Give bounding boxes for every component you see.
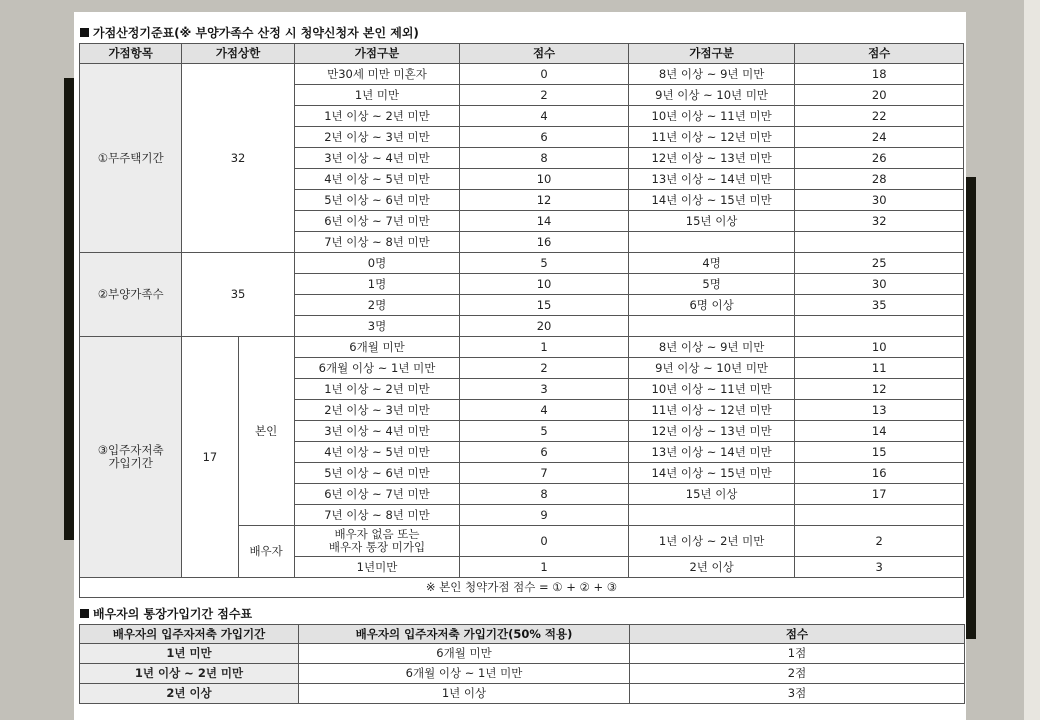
cell: [628, 232, 795, 253]
table-row: [80, 644, 965, 664]
cell: 8년 이상 ~ 9년 미만: [628, 64, 795, 85]
cell: 0명: [294, 253, 460, 274]
cell: 만30세 미만 미혼자: [294, 64, 460, 85]
savings-period-max: 17: [182, 337, 238, 578]
cell: [294, 526, 460, 557]
cell: 12년 이상 ~ 13년 미만: [628, 421, 795, 442]
header-category: 가점구분: [294, 44, 460, 64]
cell: 13년 이상 ~ 14년 미만: [628, 442, 795, 463]
cell: 20: [795, 85, 964, 106]
cell: 14: [460, 211, 629, 232]
cell: [795, 232, 964, 253]
cell: 8: [460, 484, 629, 505]
cell: 12: [460, 190, 629, 211]
cell: 12: [795, 379, 964, 400]
cell: 30: [795, 190, 964, 211]
savings-label-line1: ③입주자저축: [97, 443, 164, 457]
cell: 2년 이상: [628, 557, 795, 578]
savings-period-label: [80, 337, 182, 578]
table-note-row: [80, 578, 964, 598]
cell: 12년 이상 ~ 13년 미만: [628, 148, 795, 169]
cell: 22: [795, 106, 964, 127]
cell: 32: [795, 211, 964, 232]
cell: 25: [795, 253, 964, 274]
cell: 15년 이상: [628, 484, 795, 505]
cell: 5년 이상 ~ 6년 미만: [294, 190, 460, 211]
cell: 6개월 미만: [294, 337, 460, 358]
table-row: [80, 64, 964, 85]
cell: 26: [795, 148, 964, 169]
cell: 16: [460, 232, 629, 253]
cell: 6명 이상: [628, 295, 795, 316]
dependents-max: 35: [182, 253, 294, 337]
cell: [795, 505, 964, 526]
cell: 4: [460, 400, 629, 421]
cell: 7: [460, 463, 629, 484]
cell: 6: [460, 127, 629, 148]
header-max: 가점상한: [182, 44, 294, 64]
cell: 10: [460, 169, 629, 190]
square-bullet-icon: [80, 28, 89, 37]
cell: 1년 미만: [80, 644, 299, 664]
cell: 6개월 이상 ~ 1년 미만: [299, 664, 630, 684]
cell: 17: [795, 484, 964, 505]
table-row: [80, 253, 964, 274]
cell: 2점: [630, 664, 965, 684]
cell-line: 배우자 없음 또는: [334, 527, 420, 541]
cell: 15: [460, 295, 629, 316]
spouse-score-title: 배우자의 통장가입기간 점수표: [93, 607, 253, 621]
header-spouse-period-50: 배우자의 입주자저축 가입기간(50% 적용): [299, 625, 630, 644]
cell: 9년 이상 ~ 10년 미만: [628, 358, 795, 379]
spouse-score-table: [79, 624, 965, 704]
cell: 4년 이상 ~ 5년 미만: [294, 169, 460, 190]
cell: 10년 이상 ~ 11년 미만: [628, 379, 795, 400]
cell: 14년 이상 ~ 15년 미만: [628, 463, 795, 484]
cell: 1: [460, 557, 629, 578]
spouse-label: 배우자: [238, 526, 294, 578]
total-score-note: ※ 본인 청약가점 점수 = ① + ② + ③: [80, 578, 964, 598]
header-score-2: 점수: [795, 44, 964, 64]
cell: 1년 미만: [294, 85, 460, 106]
cell: [795, 316, 964, 337]
cell: 10년 이상 ~ 11년 미만: [628, 106, 795, 127]
cell: 2: [460, 85, 629, 106]
cell: 1년 이상 ~ 2년 미만: [294, 106, 460, 127]
cell: 30: [795, 274, 964, 295]
cell: 0: [460, 526, 629, 557]
cell: [628, 316, 795, 337]
cell: 2명: [294, 295, 460, 316]
cell: 28: [795, 169, 964, 190]
cell: 4명: [628, 253, 795, 274]
cell: 16: [795, 463, 964, 484]
cell: [628, 505, 795, 526]
cell: 6년 이상 ~ 7년 미만: [294, 484, 460, 505]
table-header-row: [80, 44, 964, 64]
cell: 13: [795, 400, 964, 421]
cell: 10: [795, 337, 964, 358]
right-edge-strip: [1024, 0, 1040, 720]
header-spouse-period: 배우자의 입주자저축 가입기간: [80, 625, 299, 644]
cell: 6개월 이상 ~ 1년 미만: [294, 358, 460, 379]
savings-label-line2: 가입기간: [108, 456, 153, 470]
cell: 5: [460, 253, 629, 274]
cell: 3년 이상 ~ 4년 미만: [294, 421, 460, 442]
cell: 1: [460, 337, 629, 358]
table-header-row: [80, 625, 965, 644]
cell: 10: [460, 274, 629, 295]
cell: 11년 이상 ~ 12년 미만: [628, 400, 795, 421]
cell: 18: [795, 64, 964, 85]
section-heading-score-criteria: [80, 24, 419, 41]
cell: 13년 이상 ~ 14년 미만: [628, 169, 795, 190]
cell: 3명: [294, 316, 460, 337]
cell: 24: [795, 127, 964, 148]
header-category-2: 가점구분: [628, 44, 795, 64]
cell: 8년 이상 ~ 9년 미만: [628, 337, 795, 358]
cell: 6년 이상 ~ 7년 미만: [294, 211, 460, 232]
cell: 7년 이상 ~ 8년 미만: [294, 505, 460, 526]
cell: 15: [795, 442, 964, 463]
cell: 14: [795, 421, 964, 442]
cell: 3: [795, 557, 964, 578]
cell: 6개월 미만: [299, 644, 630, 664]
cell: 0: [460, 64, 629, 85]
header-score: 점수: [630, 625, 965, 644]
cell: 1년미만: [294, 557, 460, 578]
homeless-period-max: 32: [182, 64, 294, 253]
homeless-period-label: ①무주택기간: [80, 64, 182, 253]
header-item: 가점항목: [80, 44, 182, 64]
cell: 14년 이상 ~ 15년 미만: [628, 190, 795, 211]
cell: 5: [460, 421, 629, 442]
cell: 2: [795, 526, 964, 557]
self-label: 본인: [238, 337, 294, 526]
left-dark-bar: [64, 78, 74, 540]
table-row: [80, 664, 965, 684]
cell: 35: [795, 295, 964, 316]
dependents-label: ②부양가족수: [80, 253, 182, 337]
cell: 8: [460, 148, 629, 169]
cell: 3년 이상 ~ 4년 미만: [294, 148, 460, 169]
cell: 9: [460, 505, 629, 526]
score-criteria-table: [79, 43, 964, 598]
cell: 15년 이상: [628, 211, 795, 232]
cell: 1명: [294, 274, 460, 295]
right-dark-bar: [966, 177, 976, 639]
section-heading-spouse-score: [80, 605, 252, 622]
cell: 1점: [630, 644, 965, 664]
header-score: 점수: [460, 44, 629, 64]
cell: 2년 이상 ~ 3년 미만: [294, 127, 460, 148]
cell: 11년 이상 ~ 12년 미만: [628, 127, 795, 148]
cell: 2년 이상 ~ 3년 미만: [294, 400, 460, 421]
cell: 4년 이상 ~ 5년 미만: [294, 442, 460, 463]
cell-line: 배우자 통장 미가입: [328, 540, 426, 554]
cell: 1년 이상: [299, 684, 630, 704]
score-criteria-title: 가점산정기준표(※ 부양가족수 산정 시 청약신청자 본인 제외): [93, 26, 419, 40]
cell: 9년 이상 ~ 10년 미만: [628, 85, 795, 106]
cell: 3점: [630, 684, 965, 704]
table-row: [80, 337, 964, 358]
cell: 4: [460, 106, 629, 127]
cell: 2년 이상: [80, 684, 299, 704]
cell: 11: [795, 358, 964, 379]
cell: 5년 이상 ~ 6년 미만: [294, 463, 460, 484]
cell: 6: [460, 442, 629, 463]
cell: 7년 이상 ~ 8년 미만: [294, 232, 460, 253]
cell: 1년 이상 ~ 2년 미만: [294, 379, 460, 400]
cell: 2: [460, 358, 629, 379]
cell: 1년 이상 ~ 2년 미만: [80, 664, 299, 684]
cell: 1년 이상 ~ 2년 미만: [628, 526, 795, 557]
cell: 5명: [628, 274, 795, 295]
table-row: [80, 684, 965, 704]
cell: 3: [460, 379, 629, 400]
square-bullet-icon: [80, 609, 89, 618]
cell: 20: [460, 316, 629, 337]
